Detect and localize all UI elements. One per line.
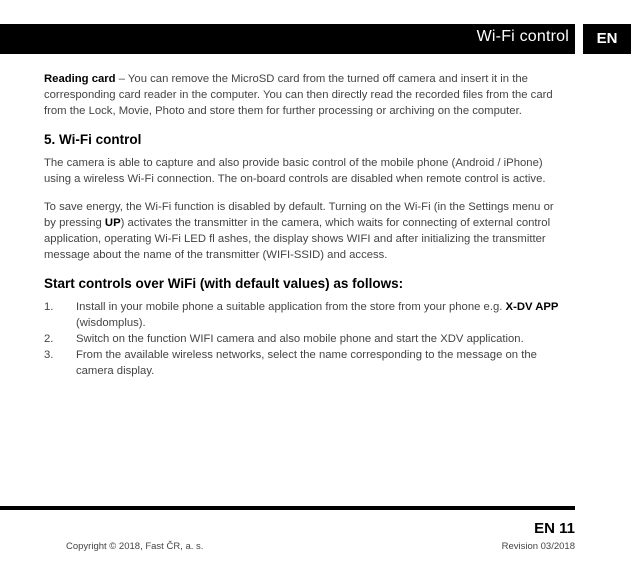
section-heading: 5. Wi-Fi control (44, 132, 142, 147)
step-text-a: Install in your mobile phone a suitable application from the store from your phone e.g. (76, 301, 506, 313)
energy-paragraph (44, 199, 564, 263)
list-item (44, 299, 564, 331)
step-number: 3. (44, 349, 54, 361)
step-number: 1. (44, 301, 54, 313)
copyright-text: Copyright © 2018, Fast ČR, a. s. (66, 541, 204, 552)
section-title: Wi-Fi control (476, 28, 569, 45)
language-badge: EN (583, 24, 631, 54)
app-name: X-DV APP (505, 301, 559, 313)
step-text-b: (wisdomplus). (76, 317, 146, 329)
energy-text-a: To save energy, the Wi-Fi function is disabled by default. Turning on the Wi-Fi (in the Settings menu or by pressing (44, 201, 554, 229)
revision-text: Revision 03/2018 (501, 541, 575, 552)
energy-text-b: ) activates the transmitter in the camera, which waits for connecting of external control application, operating Wi-Fi LED fl ashes, the display shows WIFI and after initializing the transmitter message about the name of the transmitter (WIFI-SSID) and access. (44, 217, 551, 261)
page-number: EN 11 (534, 520, 575, 537)
intro-paragraph: The camera is able to capture and also provide basic control of the mobile phone (Android / iPhone) using a wireless Wi-Fi connection. The on-board controls are disabled when remote control is active. (44, 157, 546, 185)
reading-card-paragraph (44, 71, 564, 119)
footer-divider (0, 506, 575, 510)
reading-card-label: Reading card (44, 73, 116, 85)
step-text-a: Switch on the function WIFI camera and also mobile phone and start the XDV application. (76, 333, 524, 345)
steps-list (44, 299, 564, 379)
reading-card-text: – You can remove the MicroSD card from the turned off camera and insert it in the corresponding card reader in the computer. You can then directly read the recorded files from the card from the Lock, Movie, Photo and store them for further processing or archiving on the computer. (44, 73, 553, 117)
step-number: 2. (44, 333, 54, 345)
up-key-label: UP (104, 217, 121, 229)
list-item (44, 331, 564, 347)
page-content (44, 71, 564, 379)
steps-heading: Start controls over WiFi (with default values) as follows: (44, 276, 404, 291)
header-bar (0, 24, 575, 54)
step-text-a: From the available wireless networks, select the name corresponding to the message on the camera display. (76, 349, 537, 377)
list-item (44, 347, 564, 379)
